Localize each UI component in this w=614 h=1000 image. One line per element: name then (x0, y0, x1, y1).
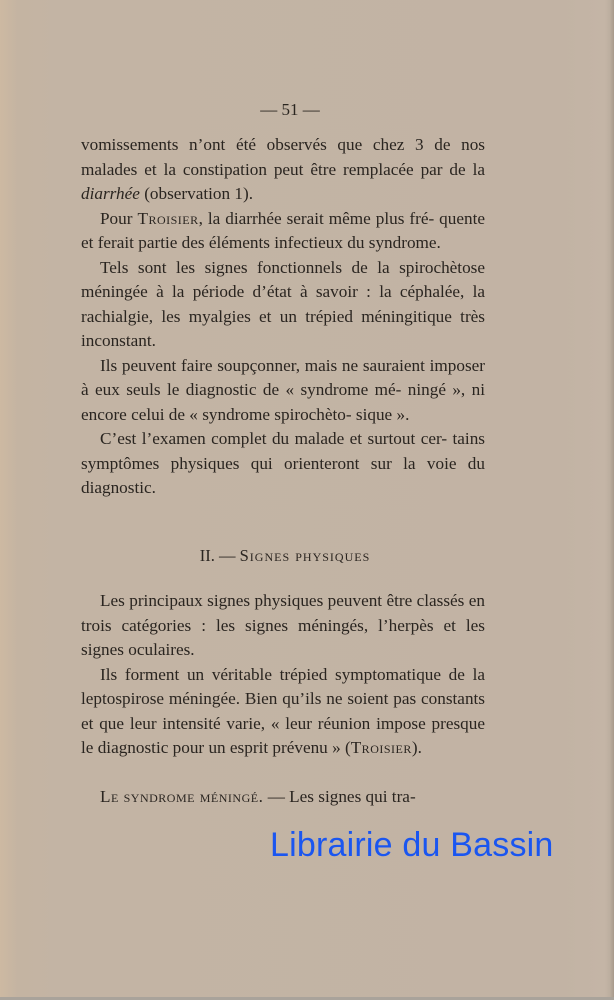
paragraph: Ils forment un véritable trépied symptomatique de la leptospirose méningée. Bien qu’ils ne soient pas constants et que leur intensité varie, « leur réunion impose presque le diagnostic pour un esprit prévenu » (Troisier). (81, 664, 485, 757)
page-number: — 51 — (260, 100, 320, 119)
paragraph: Les principaux signes physiques peuvent être classés en trois catégories : les signes méningés, l’herpès et les signes oculaires. (81, 591, 485, 659)
watermark: Librairie du Bassin (270, 826, 554, 864)
paragraph: Ils peuvent faire soupçonner, mais ne sauraient imposer à eux seuls le diagnostic de « syndrome mé- ningé », ni encore celui de « syndrome spirochèto- sique ». (81, 355, 485, 424)
body-text-part2 (81, 589, 485, 761)
paragraph: C’est l’examen complet du malade et surtout cer- tains symptômes physiques qui orienteront sur la voie du diagnostic. (81, 429, 485, 497)
body-text-part1 (81, 133, 485, 501)
italic-term: diarrhée (81, 184, 140, 203)
subsection-start (81, 785, 485, 810)
author-name: Troisier (137, 208, 199, 228)
subsection-title: Le syndrome méningé. (100, 787, 264, 806)
section-title: Signes physiques (239, 546, 371, 565)
paragraph: Tels sont les signes fonctionnels de la spirochètose méningée à la période d’état à savoir : la céphalée, la rachialgie, les myalgies et un trépied méningitique très inconstant. (81, 257, 485, 350)
section-numeral: II. — (199, 546, 236, 565)
section-heading (0, 546, 570, 566)
paragraph: Le syndrome méningé. — Les signes qui tra- (100, 787, 416, 806)
paragraph: vomissements n’ont été observés que chez 3 de nos malades et la constipation peut être remplacée par de la diarrhée (observation 1). (81, 135, 485, 203)
paragraph: Pour Troisier, la diarrhée serait même plus fré- quente et ferait partie des éléments infectieux du syndrome. (81, 208, 485, 252)
author-name: Troisier (350, 738, 412, 757)
